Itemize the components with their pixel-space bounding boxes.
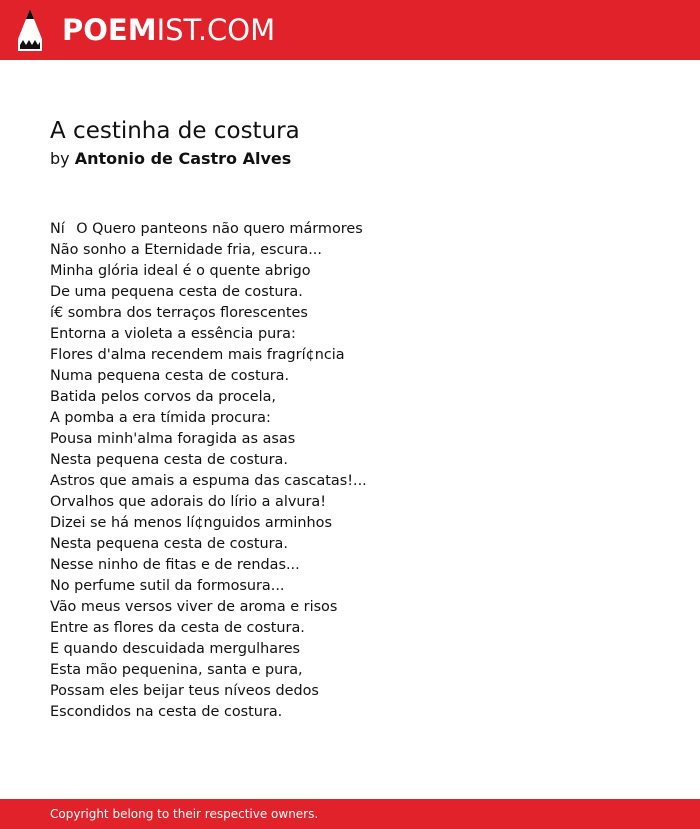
poem-line: Possam eles beijar teus níveos dedos: [50, 683, 319, 699]
site-footer: [0, 799, 700, 829]
by-label: by: [50, 149, 70, 168]
author-name: Antonio de Castro Alves: [74, 149, 292, 168]
site-logo[interactable]: [62, 13, 275, 47]
poem-line: Entre as flores da cesta de costura.: [50, 620, 305, 636]
poem-line: E quando descuidada mergulhares: [50, 641, 301, 657]
poem-line: Não sonho a Eternidade fria, escura...: [50, 242, 322, 258]
poem-line: De uma pequena cesta de costura.: [50, 284, 303, 300]
poem-line: NíO Quero panteons não quero mármores: [50, 221, 363, 237]
poem-line: Vão meus versos viver de aroma e risos: [50, 599, 338, 615]
poem-line: Orvalhos que adorais do lírio a alvura!: [50, 494, 326, 510]
poem-line: Batida pelos corvos da procela,: [50, 389, 276, 405]
poem-line: Nesse ninho de fitas e de rendas...: [50, 557, 300, 573]
poem-line: Pousa minh'alma foragida as asas: [50, 431, 296, 447]
logo-text-light: IST.COM: [156, 13, 276, 47]
poem-line: Astros que amais a espuma das cascatas!...: [50, 473, 367, 489]
poem-line: Dizei se há menos lí¢nguidos arminhos: [50, 515, 332, 531]
poem-line: Entorna a violeta a essência pura:: [50, 326, 296, 342]
poem-body: [50, 219, 367, 723]
pencil-tip-icon[interactable]: [18, 9, 42, 51]
poem-line: Nesta pequena cesta de costura.: [50, 536, 288, 552]
poem-line: Flores d'alma recendem mais fragrí¢ncia: [50, 347, 345, 363]
poem-line: Nesta pequena cesta de costura.: [50, 452, 288, 468]
poem-line: í€ sombra dos terraços florescentes: [50, 305, 308, 321]
poem-byline: [50, 148, 291, 170]
logo-text-bold: POEM: [62, 13, 157, 47]
poem-line: Minha glória ideal é o quente abrigo: [50, 263, 311, 279]
poem-title: A cestinha de costura: [50, 118, 300, 144]
site-header: [0, 0, 700, 60]
copyright-notice: Copyright belong to their respective owners.: [50, 807, 319, 821]
poem-line: Esta mão pequenina, santa e pura,: [50, 662, 303, 678]
poem-line: Escondidos na cesta de costura.: [50, 704, 283, 720]
poem-line: A pomba a era tímida procura:: [50, 410, 271, 426]
poem-line: No perfume sutil da formosura...: [50, 578, 285, 594]
poem-line: Numa pequena cesta de costura.: [50, 368, 290, 384]
